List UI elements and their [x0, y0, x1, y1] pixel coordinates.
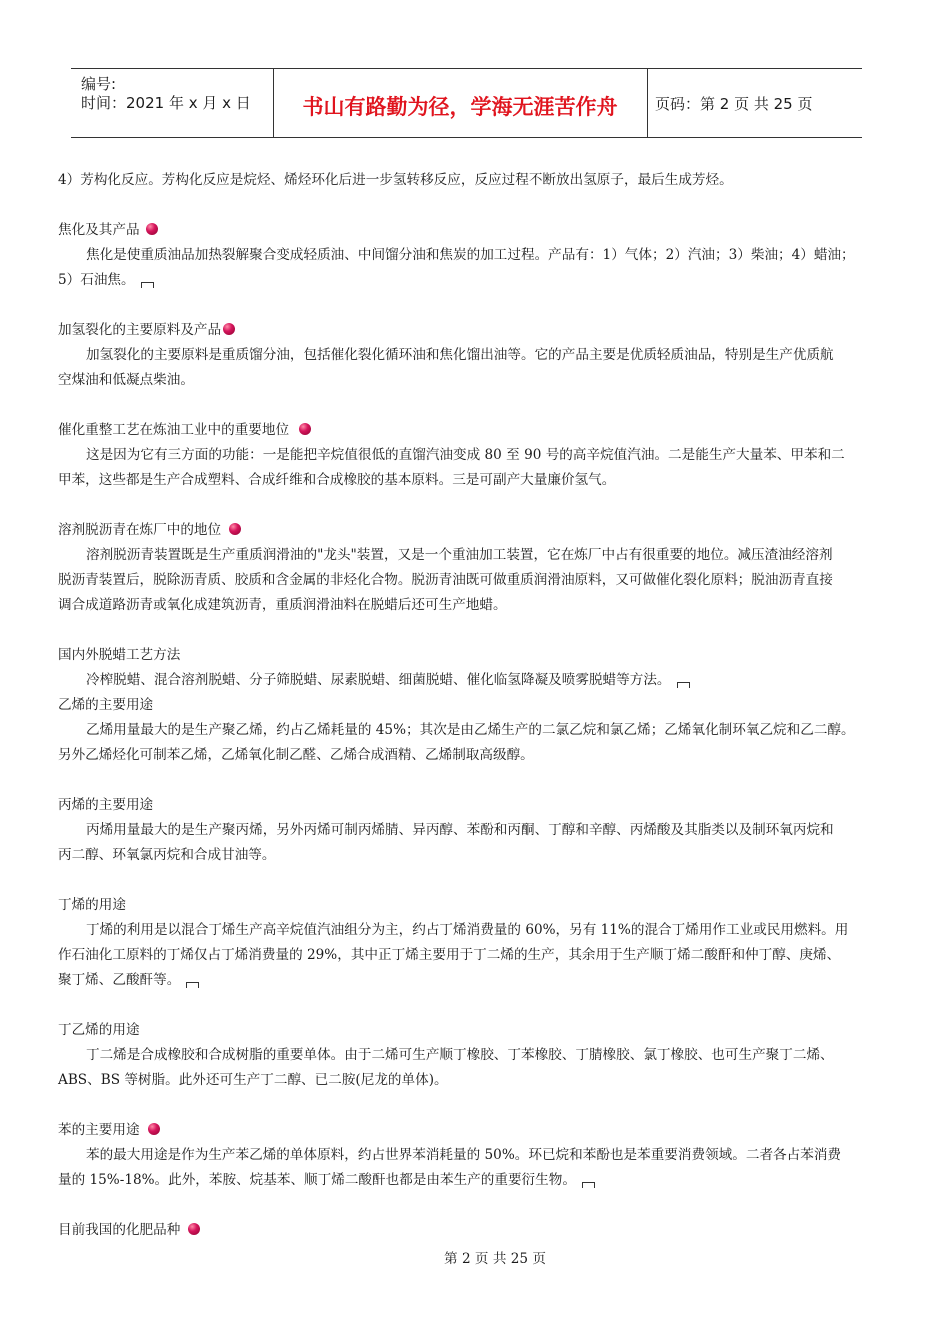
- return-mark-icon: [582, 1182, 595, 1188]
- heading-text: 溶剂脱沥青在炼厂中的地位: [58, 522, 222, 538]
- paragraph-line: 空煤油和低凝点柴油。: [58, 372, 194, 388]
- paragraph-line: 脱沥青装置后，脱除沥青质、胶质和含金属的非烃化合物。脱沥青油既可做重质润滑油原料，又可做催化裂化原料；脱油沥青直接: [58, 572, 833, 588]
- return-mark-icon: [141, 282, 154, 288]
- section-heading-reforming: [58, 418, 884, 443]
- section-heading-propylene: 丙烯的主要用途: [58, 797, 154, 813]
- bullet-icon: [188, 1223, 200, 1235]
- paragraph-line: 丙烯用量最大的是生产聚丙烯，另外丙烯可制丙烯腈、异丙醇、苯酚和丙酮、丁醇和辛醇、丙烯酸及其脂类以及制环氧丙烷和: [86, 822, 834, 838]
- section-heading-ethylene: 乙烯的主要用途: [58, 697, 154, 713]
- bullet-icon: [229, 523, 241, 535]
- heading-text: 加氢裂化的主要原料及产品: [58, 322, 222, 338]
- paragraph-line: 乙烯用量最大的是生产聚乙烯，约占乙烯耗量的 45%；其次是由乙烯生产的二氯乙烷和氯乙烯；乙烯氧化制环氧乙烷和乙二醇。: [86, 722, 855, 738]
- paragraph-line: 加氢裂化的主要原料是重质馏分油，包括催化裂化循环油和焦化馏出油等。它的产品主要是优质轻质油品，特别是生产优质航: [86, 347, 834, 363]
- bullet-icon: [223, 323, 235, 335]
- page-number-label: 页码：第 2 页 共 25 页: [655, 95, 813, 113]
- paragraph-line: 甲苯，这些都是生产合成塑料、合成纤维和合成橡胶的基本原料。三是可副产大量廉价氢气。: [58, 472, 616, 488]
- paragraph-line: 丙二醇、环氧氯丙烷和合成甘油等。: [58, 847, 276, 863]
- section-heading-fertilizer: [58, 1218, 884, 1243]
- section-heading-dewaxing: 国内外脱蜡工艺方法: [58, 647, 181, 663]
- paragraph-text: 冷榨脱蜡、混合溶剂脱蜡、分子筛脱蜡、尿素脱蜡、细菌脱蜡、催化临氢降凝及喷雾脱蜡等方法。: [86, 672, 671, 688]
- section-heading-butene: 丁烯的用途: [58, 897, 126, 913]
- return-mark-icon: [677, 682, 690, 688]
- document-body: [58, 168, 884, 1243]
- paragraph-line: 丁烯的利用是以混合丁烯生产高辛烷值汽油组分为主，约占丁烯消费量的 60%，另有 11%的混合丁烯用作工业或民用燃料。用: [86, 922, 849, 938]
- document-code: 编号:: [81, 75, 117, 93]
- paragraph-text: 5）石油焦。: [58, 272, 135, 288]
- return-mark-icon: [186, 982, 199, 988]
- page-footer: 第 2 页 共 25 页: [444, 1251, 546, 1267]
- page-header: [71, 68, 862, 138]
- heading-text: 苯的主要用途: [58, 1122, 140, 1138]
- paragraph-line: ABS、BS 等树脂。此外还可生产丁二醇、已二胺(尼龙的单体)。: [58, 1072, 448, 1088]
- heading-text: 催化重整工艺在炼油工业中的重要地位: [58, 422, 290, 438]
- header-middle-cell: [273, 69, 648, 137]
- header-right-cell: [647, 69, 862, 137]
- section-heading-butadiene: 丁乙烯的用途: [58, 1022, 140, 1038]
- paragraph-line: 苯的最大用途是作为生产苯乙烯的单体原料，约占世界苯消耗量的 50%。环已烷和苯酚也是苯重要消费领域。二者各占苯消费: [86, 1147, 841, 1163]
- paragraph-line: [58, 268, 884, 293]
- paragraph-text: 量的 15%-18%。此外，苯胺、烷基苯、顺丁烯二酸酐也都是由苯生产的重要衍生物。: [58, 1172, 576, 1188]
- section-heading-coking: [58, 218, 884, 243]
- paragraph-line: 溶剂脱沥青装置既是生产重质润滑油的"龙头"装置，又是一个重油加工装置，它在炼厂中占有很重要的地位。减压渣油经溶剂: [86, 547, 833, 563]
- paragraph-line: 焦化是使重质油品加热裂解聚合变成轻质油、中间馏分油和焦炭的加工过程。产品有：1）气体；2）汽油；3）柴油；4）蜡油；: [86, 247, 855, 263]
- paragraph-line: 作石油化工原料的丁烯仅占丁烯消费量的 29%，其中正丁烯主要用于丁二烯的生产，其余用于生产顺丁烯二酸酐和仲丁醇、庚烯、: [58, 947, 841, 963]
- motto: 书山有路勤为径，学海无涯苦作舟: [302, 95, 618, 119]
- paragraph-line: [58, 1168, 884, 1193]
- section-heading-hydrocracking: [58, 318, 884, 343]
- paragraph-text: 聚丁烯、乙酸酐等。: [58, 972, 181, 988]
- heading-text: 焦化及其产品: [58, 222, 140, 238]
- section-heading-deasphalting: [58, 518, 884, 543]
- bullet-icon: [148, 1123, 160, 1135]
- header-left-cell: [71, 69, 274, 137]
- bullet-icon: [146, 223, 158, 235]
- paragraph-line: [58, 968, 884, 993]
- paragraph-line: 另外乙烯烃化可制苯乙烯，乙烯氧化制乙醛、乙烯合成酒精、乙烯制取高级醇。: [58, 747, 534, 763]
- bullet-icon: [299, 423, 311, 435]
- intro-paragraph: 4）芳构化反应。芳构化反应是烷烃、烯烃环化后进一步氢转移反应，反应过程不断放出氢原子，最后生成芳烃。: [58, 172, 733, 188]
- paragraph-line: 丁二烯是合成橡胶和合成树脂的重要单体。由于二烯可生产顺丁橡胶、丁苯橡胶、丁腈橡胶、氯丁橡胶、也可生产聚丁二烯、: [86, 1047, 834, 1063]
- heading-text: 目前我国的化肥品种: [58, 1222, 181, 1238]
- paragraph-line: [58, 668, 884, 693]
- section-heading-benzene: [58, 1118, 884, 1143]
- document-time: 时间：2021 年 x 月 x 日: [81, 94, 251, 112]
- paragraph-line: 调合成道路沥青或氧化成建筑沥青，重质润滑油料在脱蜡后还可生产地蜡。: [58, 597, 507, 613]
- paragraph-line: 这是因为它有三方面的功能：一是能把辛烷值很低的直馏汽油变成 80 至 90 号的高辛烷值汽油。二是能生产大量苯、甲苯和二: [86, 447, 845, 463]
